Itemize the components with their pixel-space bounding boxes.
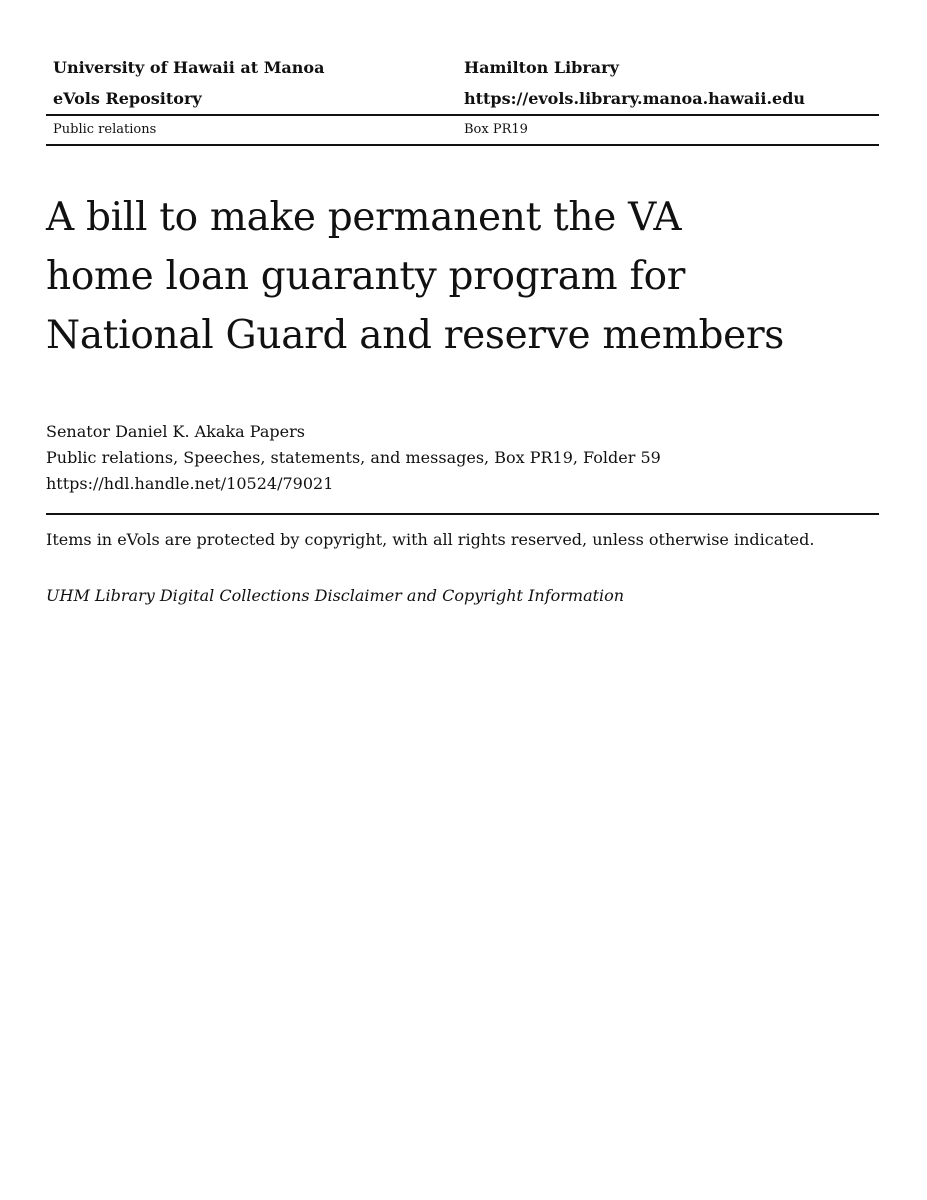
document-metadata xyxy=(46,419,879,497)
papers-collection: Senator Daniel K. Akaka Papers xyxy=(46,422,305,441)
repository-url-link[interactable]: https://evols.library.manoa.hawaii.edu xyxy=(464,89,806,108)
header-divider-bottom xyxy=(46,144,879,146)
title-line-1: A bill to make permanent the VA xyxy=(46,195,682,240)
document-title xyxy=(46,188,866,365)
institution-name: University of Hawaii at Manoa xyxy=(53,58,325,77)
document-header xyxy=(46,52,879,146)
disclaimer-link[interactable]: UHM Library Digital Collections Disclaimer and Copyright Information xyxy=(46,586,625,605)
metadata-divider xyxy=(46,513,879,515)
repository-name: eVols Repository xyxy=(53,89,202,108)
title-line-3: National Guard and reserve members xyxy=(46,313,785,358)
folder-location: Public relations, Speeches, statements, and messages, Box PR19, Folder 59 xyxy=(46,448,661,467)
handle-link[interactable]: https://hdl.handle.net/10524/79021 xyxy=(46,474,334,493)
library-name: Hamilton Library xyxy=(464,58,619,77)
header-row-3 xyxy=(46,116,879,144)
header-row-1 xyxy=(46,52,879,83)
title-line-2: home loan guaranty program for xyxy=(46,254,686,299)
header-row-2 xyxy=(46,83,879,114)
rights-statement: Items in eVols are protected by copyright, with all rights reserved, unless otherwise indicated. xyxy=(46,530,815,549)
box-label: Box PR19 xyxy=(464,122,528,137)
collection-label: Public relations xyxy=(53,122,157,137)
